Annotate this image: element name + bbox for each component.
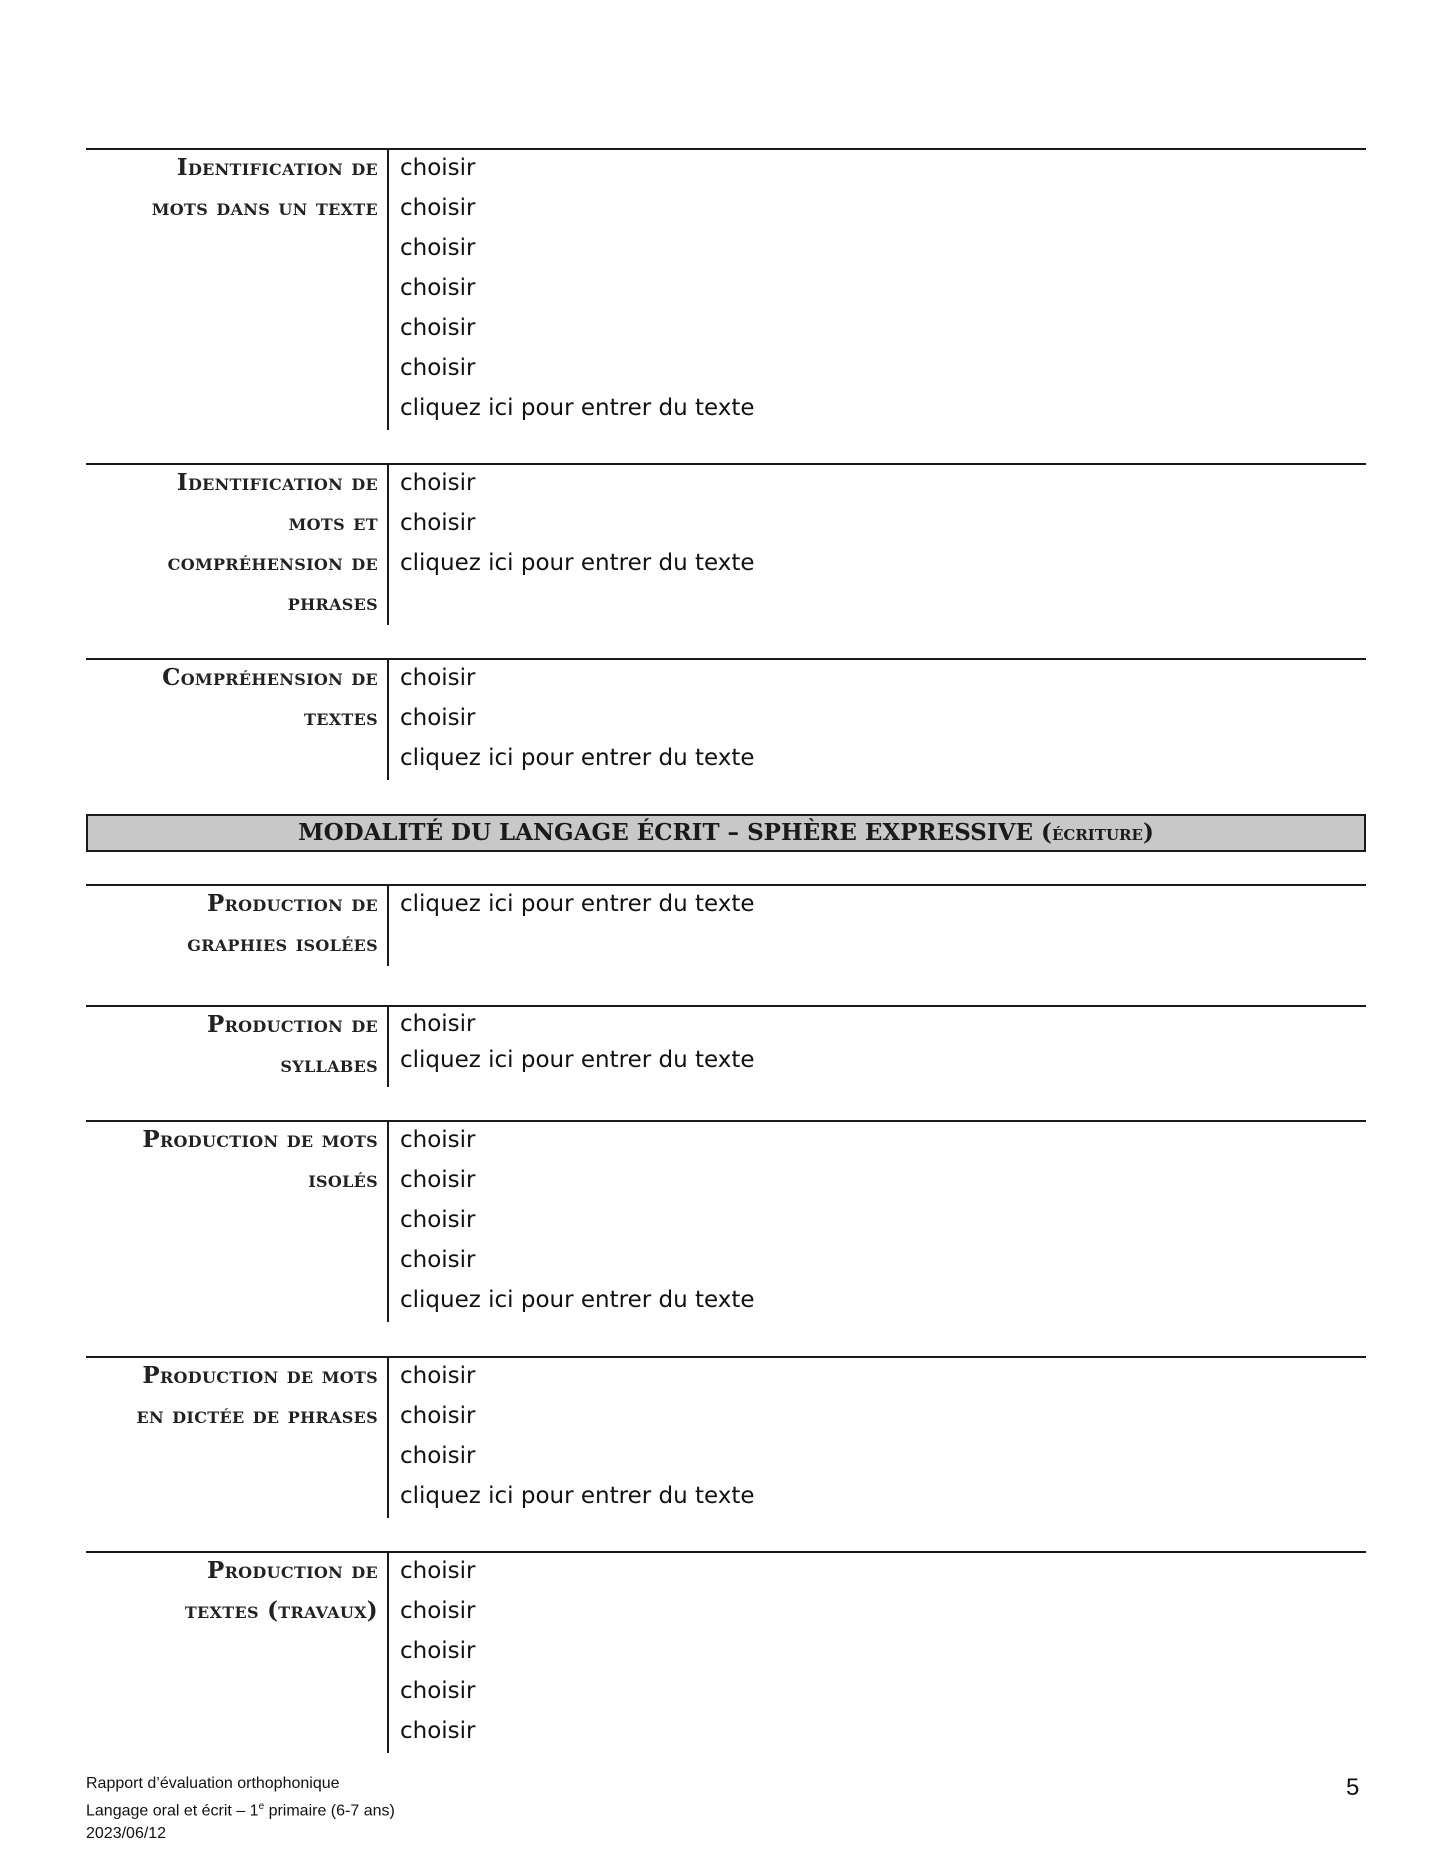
label-line: mots dans un texte: [151, 194, 378, 221]
section-production-textes: [86, 1551, 1366, 1753]
footer-report-subtitle: [86, 1795, 395, 1822]
section-comprehension-textes: [86, 658, 1366, 780]
section-divider: [387, 886, 389, 966]
section-label: [86, 884, 378, 964]
choice-dropdown[interactable]: choisir: [400, 235, 476, 261]
section-identification-comprehension-phrases: [86, 463, 1366, 625]
section-divider: [387, 1553, 389, 1753]
section-production-graphies: [86, 884, 1366, 966]
choice-dropdown[interactable]: choisir: [400, 195, 476, 221]
label-line: compréhension de: [167, 549, 378, 576]
section-divider: [387, 1007, 389, 1087]
choice-dropdown[interactable]: choisir: [400, 1598, 476, 1624]
section-label: [86, 1120, 378, 1200]
label-line: mots et: [288, 509, 378, 536]
section-label: [86, 1005, 378, 1085]
section-divider: [387, 660, 389, 780]
label-line: syllabes: [280, 1051, 378, 1078]
section-label: [86, 463, 378, 623]
label-line: Identification de: [176, 469, 378, 496]
section-values: [400, 1553, 476, 1753]
section-values: [400, 660, 755, 780]
section-banner: [86, 814, 1366, 852]
choice-dropdown[interactable]: choisir: [400, 1443, 476, 1469]
label-line: Production de: [206, 890, 378, 917]
text-entry-field[interactable]: cliquez ici pour entrer du texte: [400, 1483, 755, 1509]
choice-dropdown[interactable]: choisir: [400, 1403, 476, 1429]
text-entry-field[interactable]: cliquez ici pour entrer du texte: [400, 1287, 755, 1313]
label-line: Production de mots: [142, 1126, 378, 1153]
label-line: graphies isolées: [187, 930, 378, 957]
label-line: Compréhension de: [162, 664, 378, 691]
section-divider: [387, 465, 389, 625]
choice-dropdown[interactable]: choisir: [400, 1167, 476, 1193]
label-line: isolés: [308, 1166, 378, 1193]
label-line: textes: [304, 704, 378, 731]
choice-dropdown[interactable]: choisir: [400, 275, 476, 301]
text-entry-field[interactable]: cliquez ici pour entrer du texte: [400, 891, 755, 917]
choice-dropdown[interactable]: choisir: [400, 470, 476, 496]
section-production-mots-isoles: [86, 1120, 1366, 1322]
footer-subtitle-post: primaire (6-7 ans): [264, 1802, 395, 1820]
label-line: phrases: [287, 589, 378, 616]
label-line: en dictée de phrases: [136, 1402, 378, 1429]
choice-dropdown[interactable]: choisir: [400, 1638, 476, 1664]
label-line: Production de: [206, 1011, 378, 1038]
choice-dropdown[interactable]: choisir: [400, 1127, 476, 1153]
section-label: [86, 658, 378, 738]
choice-dropdown[interactable]: choisir: [400, 315, 476, 341]
section-production-mots-dictee: [86, 1356, 1366, 1518]
label-line: Identification de: [176, 154, 378, 181]
choice-dropdown[interactable]: choisir: [400, 510, 476, 536]
text-entry-field[interactable]: cliquez ici pour entrer du texte: [400, 1047, 755, 1073]
section-values: [400, 1358, 755, 1518]
section-values: [400, 1007, 755, 1079]
label-line: Production de mots: [142, 1362, 378, 1389]
banner-close: ): [1142, 819, 1154, 846]
section-values: [400, 150, 755, 430]
banner-subtitle: écriture: [1051, 820, 1143, 845]
text-entry-field[interactable]: cliquez ici pour entrer du texte: [400, 395, 755, 421]
section-label: [86, 148, 378, 228]
label-line: textes (travaux): [184, 1597, 378, 1624]
section-production-syllabes: [86, 1005, 1366, 1087]
section-label: [86, 1551, 378, 1631]
section-divider: [387, 1358, 389, 1518]
section-values: [400, 465, 755, 585]
choice-dropdown[interactable]: choisir: [400, 705, 476, 731]
footer-subtitle-pre: Langage oral et écrit – 1: [86, 1802, 259, 1820]
page-footer: [86, 1772, 395, 1845]
section-label: [86, 1356, 378, 1436]
text-entry-field[interactable]: cliquez ici pour entrer du texte: [400, 550, 755, 576]
choice-dropdown[interactable]: choisir: [400, 1718, 476, 1744]
choice-dropdown[interactable]: choisir: [400, 1247, 476, 1273]
choice-dropdown[interactable]: choisir: [400, 1678, 476, 1704]
section-divider: [387, 150, 389, 430]
choice-dropdown[interactable]: choisir: [400, 1011, 476, 1037]
section-divider: [387, 1122, 389, 1322]
section-identification-mots-texte: [86, 148, 1366, 430]
footer-subtitle-sup: e: [258, 1801, 265, 1812]
footer-date: 2023/06/12: [86, 1825, 167, 1843]
section-values: [400, 886, 755, 926]
section-values: [400, 1122, 755, 1322]
text-entry-field[interactable]: cliquez ici pour entrer du texte: [400, 745, 755, 771]
choice-dropdown[interactable]: choisir: [400, 1207, 476, 1233]
choice-dropdown[interactable]: choisir: [400, 665, 476, 691]
banner-title: MODALITÉ DU LANGAGE ÉCRIT – SPHÈRE EXPRESSIVE (: [298, 819, 1052, 846]
label-line: Production de: [206, 1557, 378, 1584]
page-number: 5: [1346, 1774, 1360, 1801]
choice-dropdown[interactable]: choisir: [400, 1558, 476, 1584]
footer-report-title: Rapport d’évaluation orthophonique: [86, 1775, 340, 1792]
choice-dropdown[interactable]: choisir: [400, 1363, 476, 1389]
choice-dropdown[interactable]: choisir: [400, 355, 476, 381]
choice-dropdown[interactable]: choisir: [400, 155, 476, 181]
